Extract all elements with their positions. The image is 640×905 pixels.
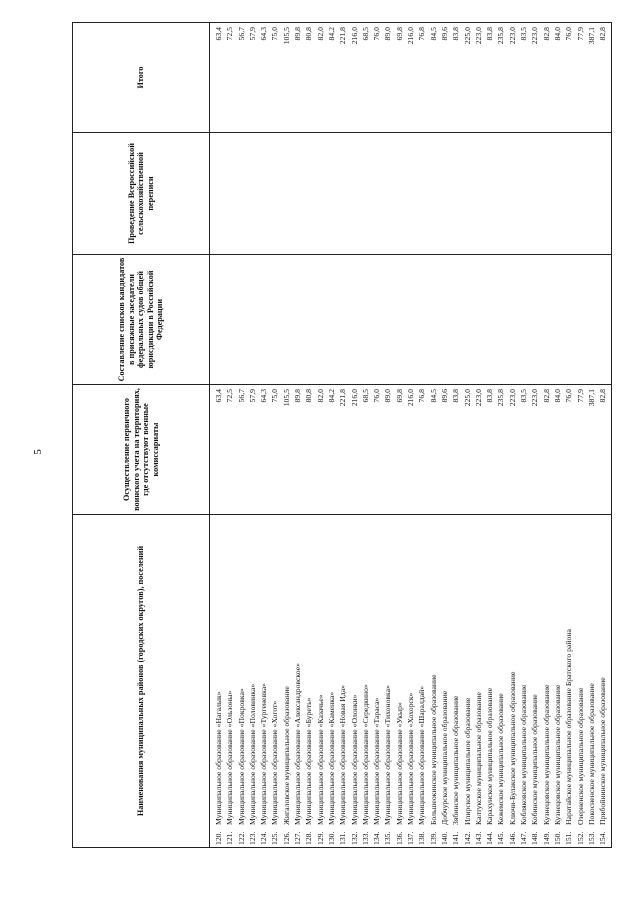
military-cell (210, 385, 612, 515)
row-total-value: 82,0 (315, 27, 325, 41)
row-number: 121. (225, 831, 235, 845)
row-number: 151. (564, 831, 574, 845)
row-name: Покосненское муниципальное образование (586, 683, 596, 825)
row-military-value: 89,0 (383, 389, 393, 403)
row-total-value: 76,0 (372, 27, 382, 41)
header-census: Проведение Всероссийской сельскохозяйственной переписи (73, 133, 210, 255)
row-total-value: 57,9 (247, 27, 257, 41)
row-number: 132. (349, 831, 359, 845)
row-name: Озерненское муниципальное образование (575, 687, 585, 825)
row-number: 154. (598, 831, 608, 845)
row-name-line (518, 517, 529, 845)
row-number: 126. (281, 831, 291, 845)
row-military-value: 69,8 (394, 389, 404, 403)
row-name-line (405, 517, 416, 845)
row-name-line (303, 517, 314, 845)
row-military-value: 84,2 (326, 389, 336, 403)
row-military-value: 82,8 (598, 389, 608, 403)
row-military-value: 76,8 (417, 389, 427, 403)
row-military-value: 82,8 (541, 389, 551, 403)
row-military-value: 223,0 (530, 389, 540, 407)
row-name: Кежемское муниципальное образование (496, 693, 506, 825)
total-cell (210, 23, 612, 133)
row-name: Муниципальное образование «Новая Ида» (338, 685, 348, 825)
row-military-value: 82,0 (315, 389, 325, 403)
row-name-line (337, 517, 348, 845)
row-name-line (473, 517, 484, 845)
row-number: 150. (552, 831, 562, 845)
row-name-line (326, 517, 337, 845)
row-number: 125. (270, 831, 280, 845)
row-total-value: 223,0 (530, 27, 540, 45)
row-military-value: 216,0 (349, 389, 359, 407)
row-name: Кобинское муниципальное образование (530, 694, 540, 825)
row-number: 153. (586, 831, 596, 845)
row-name-line (236, 517, 247, 845)
row-name-line (224, 517, 235, 845)
row-name: Зябинское муниципальное образование (451, 695, 461, 825)
row-number: 145. (496, 831, 506, 845)
header-row (73, 23, 210, 848)
row-total-value: 89,8 (293, 27, 303, 41)
total-values-list (210, 25, 608, 130)
row-name: Карахунское муниципальное образование (485, 687, 495, 825)
row-number: 129. (315, 831, 325, 845)
row-name-line (428, 517, 439, 845)
row-name-line (529, 517, 540, 845)
row-military-value: 216,0 (406, 389, 416, 407)
row-total-value: 82,8 (541, 27, 551, 41)
row-total-value: 76,0 (564, 27, 574, 41)
row-name-line (269, 517, 280, 845)
row-name: Муниципальное образование «Казачье» (315, 694, 325, 825)
row-name-line (281, 517, 292, 845)
row-military-value: 68,5 (360, 389, 370, 403)
row-name-line (563, 517, 574, 845)
row-number: 120. (214, 831, 223, 845)
row-military-value: 221,8 (338, 389, 348, 407)
names-cell (210, 515, 612, 848)
row-name-line (349, 517, 360, 845)
row-name-line (450, 517, 461, 845)
row-number: 148. (530, 831, 540, 845)
row-name: Ключи-Булакское муниципальное образование (507, 671, 517, 825)
row-name-line (541, 517, 552, 845)
row-name-line (552, 517, 563, 845)
row-military-value: 223,0 (473, 389, 483, 407)
row-name: Муниципальное образование «Тихоновка» (383, 685, 393, 825)
row-military-value: 89,8 (293, 389, 303, 403)
row-total-value: 235,8 (496, 27, 506, 45)
row-military-value: 225,0 (462, 389, 472, 407)
row-military-value: 75,0 (270, 389, 280, 403)
row-name-line (360, 517, 371, 845)
row-total-value: 387,1 (586, 27, 596, 45)
row-military-value: 83,5 (519, 389, 529, 403)
row-military-value: 84,0 (552, 389, 562, 403)
row-name: Муниципальное образование «Тараса» (372, 697, 382, 825)
row-military-value: 105,5 (281, 389, 291, 407)
row-military-value: 223,0 (507, 389, 517, 407)
row-military-value: 57,9 (247, 389, 257, 403)
row-total-value: 69,8 (394, 27, 404, 41)
row-name-line (315, 517, 326, 845)
row-number: 123. (247, 831, 257, 845)
row-military-value: 64,3 (259, 389, 269, 403)
row-total-value: 89,0 (383, 27, 393, 41)
row-name-line (507, 517, 518, 845)
row-total-value: 223,0 (473, 27, 483, 45)
row-number: 143. (473, 831, 483, 845)
row-total-value: 82,8 (598, 27, 608, 41)
row-number: 142. (462, 831, 472, 845)
row-number: 137. (406, 831, 416, 845)
row-name: Муниципальное образование «Шаралдай» (417, 685, 427, 825)
row-total-value: 77,9 (575, 27, 585, 41)
row-number: 135. (383, 831, 393, 845)
row-number: 138. (417, 831, 427, 845)
names-list (210, 517, 608, 845)
row-total-value: 83,8 (485, 27, 495, 41)
row-name-line (484, 517, 495, 845)
row-military-value: 56,7 (236, 389, 246, 403)
row-number: 127. (293, 831, 303, 845)
row-name: Муниципальное образование «Ользоны» (225, 690, 235, 825)
budget-table (72, 22, 612, 848)
row-name: Муниципальное образование «Александровское» (293, 663, 303, 825)
row-number: 140. (439, 831, 449, 845)
row-total-value: 84,5 (428, 27, 438, 41)
row-name-line (439, 517, 450, 845)
row-name-line (213, 517, 224, 845)
military-values-list (210, 387, 608, 512)
row-name-line (575, 517, 586, 845)
row-number: 124. (259, 831, 269, 845)
row-name: Муниципальное образование «Тургеневка» (259, 683, 269, 825)
row-number: 128. (304, 831, 314, 845)
row-name-line (258, 517, 269, 845)
row-number: 130. (326, 831, 336, 845)
header-total: Итого (73, 23, 210, 133)
row-military-value: 83,8 (485, 389, 495, 403)
row-number: 147. (519, 831, 529, 845)
row-name-line (247, 517, 258, 845)
row-military-value: 387,1 (586, 389, 596, 407)
row-name: Муниципальное образование «Половинка» (247, 683, 257, 825)
row-total-value: 75,0 (270, 27, 280, 41)
row-name: Муниципальное образование «Каменка» (326, 691, 336, 825)
census-cell (210, 133, 612, 255)
row-total-value: 223,0 (507, 27, 517, 45)
row-military-value: 235,8 (496, 389, 506, 407)
row-name: Жигаловское муниципальное образование (281, 686, 291, 825)
jurors-cell (210, 255, 612, 385)
row-name: Муниципальное образование «Нагалык» (214, 691, 223, 825)
row-military-value: 63,4 (214, 389, 223, 403)
row-name: Кузнецовское муниципальное образование (541, 684, 551, 825)
row-total-value: 76,8 (417, 27, 427, 41)
row-number: 134. (372, 831, 382, 845)
row-name-line (462, 517, 473, 845)
row-number: 144. (485, 831, 495, 845)
row-total-value: 83,5 (519, 27, 529, 41)
row-name: Муниципальное образование «Покровка» (236, 688, 246, 825)
row-total-value: 72,5 (225, 27, 235, 41)
row-name: Муниципальное образование «Буреть» (304, 697, 314, 825)
row-name: Прибойнинское муниципальное образование (598, 677, 608, 825)
row-name: Илирское муниципальное образование (462, 697, 472, 825)
row-total-value: 105,5 (281, 27, 291, 45)
row-name: Муниципальное образование «Середкино» (360, 684, 370, 825)
row-name: Муниципальное образование «Хохорск» (406, 692, 416, 825)
row-name: Муниципальное образование «Укыр» (394, 702, 404, 825)
row-total-value: 56,7 (236, 27, 246, 41)
row-military-value: 83,8 (451, 389, 461, 403)
row-military-value: 77,9 (575, 389, 585, 403)
row-number: 136. (394, 831, 404, 845)
row-name-line (292, 517, 303, 845)
row-military-value: 76,0 (564, 389, 574, 403)
row-number: 131. (338, 831, 348, 845)
row-number: 139. (428, 831, 438, 845)
table-body-row (210, 23, 612, 848)
row-name-line (394, 517, 405, 845)
header-jurors: Составление списков кандидатов в присяжные заседатели федеральных судов общей юрисдикции в Российской Федерации (73, 255, 210, 385)
header-military: Осуществление первичного воинского учета на территориях, где отсутствуют военные комиссариаты (73, 385, 210, 515)
row-name: Кузнецовское муниципальное образование (552, 684, 562, 825)
row-total-value: 84,2 (326, 27, 336, 41)
row-name-line (495, 517, 506, 845)
row-name-line (416, 517, 427, 845)
header-name: Наименования муниципальных районов (городских округов), поселений (73, 515, 210, 848)
row-total-value: 68,5 (360, 27, 370, 41)
page-number: 5 (32, 449, 44, 455)
row-total-value: 221,8 (338, 27, 348, 45)
table-frame (72, 27, 612, 848)
row-name: Наратайское муниципальное образование Братского района (564, 629, 574, 825)
row-military-value: 72,5 (225, 389, 235, 403)
row-name: Кобляковское муниципальное образование (519, 684, 529, 825)
row-number: 122. (236, 831, 246, 845)
row-number: 152. (575, 831, 585, 845)
row-name: Муниципальное образование «Олонки» (349, 694, 359, 825)
row-total-value: 216,0 (406, 27, 416, 45)
row-military-value: 89,6 (439, 389, 449, 403)
row-name-line (371, 517, 382, 845)
row-total-value: 89,6 (439, 27, 449, 41)
row-military-value: 76,0 (372, 389, 382, 403)
row-number: 149. (541, 831, 551, 845)
row-military-value: 84,5 (428, 389, 438, 403)
row-name-line (597, 517, 608, 845)
row-military-value: 80,8 (304, 389, 314, 403)
row-total-value: 84,0 (552, 27, 562, 41)
row-total-value: 64,3 (259, 27, 269, 41)
row-total-value: 216,0 (349, 27, 359, 45)
row-name: Муниципальное образование «Хогот» (270, 700, 280, 825)
row-total-value: 225,0 (462, 27, 472, 45)
row-name: Калтукское муниципальное образование (473, 692, 483, 825)
row-name-line (586, 517, 597, 845)
row-name: Большеокинское муниципальное образование (428, 674, 438, 825)
row-name-line (382, 517, 393, 845)
row-total-value: 83,8 (451, 27, 461, 41)
row-name: Добчурское муниципальное образование (439, 690, 449, 825)
row-total-value: 80,8 (304, 27, 314, 41)
row-total-value: 63,4 (214, 27, 223, 41)
row-number: 141. (451, 831, 461, 845)
row-number: 133. (360, 831, 370, 845)
row-number: 146. (507, 831, 517, 845)
